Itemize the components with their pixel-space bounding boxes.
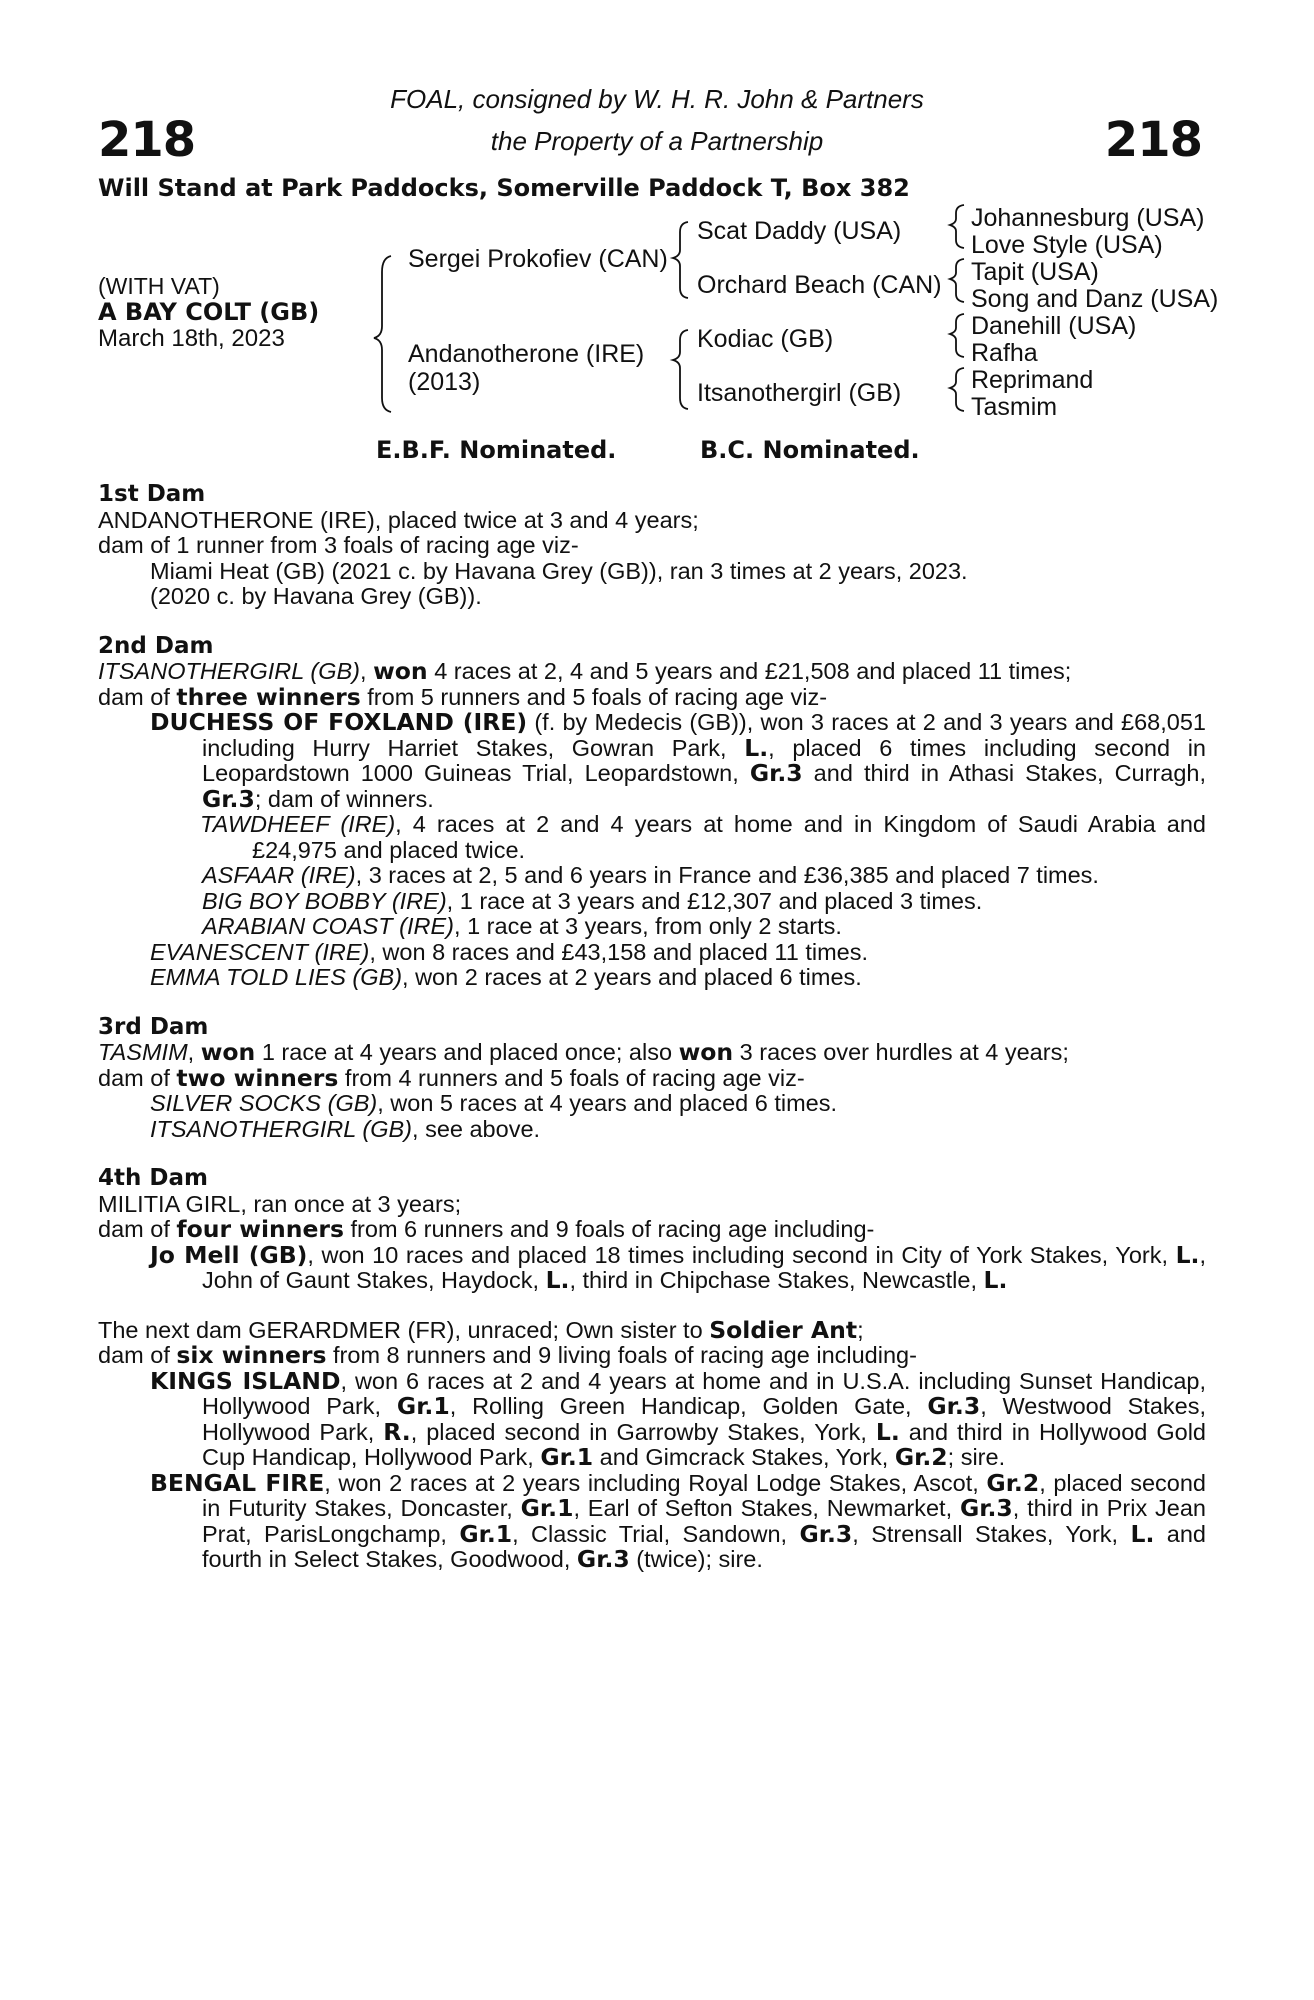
pedigree-ancestor-3: Tapit (USA) [971,258,1099,286]
text: , Strensall Stakes, York, [852,1520,1131,1547]
text: , 1 race at 3 years, from only 2 starts. [454,913,842,939]
race-grade: Gr.3 [959,1494,1013,1522]
fourth-dam-section [98,1166,1206,1294]
first-dam-heading: 1st Dam [98,481,206,507]
text: , third in Chipchase Stakes, Newcastle, [569,1267,984,1293]
race-grade: Gr.1 [396,1392,450,1420]
vat-label: (WITH VAT) [98,273,220,299]
pedigree-sire: Sergei Prokofiev (CAN) [408,245,668,273]
pedigree-dam-year: (2013) [408,368,481,396]
text: (twice); sire. [629,1546,763,1572]
race-grade: Gr.3 [202,784,255,813]
next-dam-produce-line [98,1343,1206,1369]
text: , 3 races at 2, 5 and 6 years in France and £36,385 and placed 7 times. [355,862,1099,888]
race-grade: L. [744,733,769,762]
first-dam-section [98,482,1206,610]
winners-count: three winners [176,682,361,711]
text: , [187,1039,201,1065]
text: from 8 runners and 9 living foals of racing age including- [326,1342,917,1368]
text: 1 race at 4 years and placed once; also [255,1039,679,1065]
horse-name: KINGS ISLAND [150,1366,341,1395]
horse-name: BENGAL FIRE [150,1468,325,1497]
pedigree-dam-sire: Kodiac (GB) [697,325,834,353]
dam-name: ITSANOTHERGIRL (GB) [98,658,361,684]
won-label: won [678,1038,734,1066]
text: dam of [98,1216,177,1242]
race-grade: Gr.1 [459,1519,513,1548]
produce-entry-asfaar [98,863,1206,889]
dam-name: TASMIM [98,1039,188,1065]
next-dam-line [98,1315,1206,1344]
produce-entry-silver [98,1091,1206,1117]
second-dam-produce-line [98,682,1206,711]
text: , Classic Trial, Sandown, [512,1520,800,1547]
pedigree-sire-dam: Orchard Beach (CAN) [697,271,942,299]
race-grade: Gr.3 [927,1392,981,1420]
race-grade: Gr.2 [894,1443,948,1471]
pedigree-ancestor-8: Tasmim [971,393,1058,421]
text: , placed second in Garrowby Stakes, York, [410,1418,876,1445]
won-label: won [373,657,428,685]
text: , see above. [412,1115,541,1142]
pedigree-ancestor-1: Johannesburg (USA) [971,204,1205,232]
second-dam-line [98,659,1206,685]
text: (f. by Medecis (GB)), won 3 races at 2 and 3 years and £68,051 including Hurry Harriet Stakes, Gowran Park, [202,709,1206,761]
produce-entry: (2020 c. by Havana Grey (GB)). [150,583,482,609]
consignor-line: FOAL, consigned by W. H. R. John & Partners [390,84,924,114]
horse-name: SILVER SOCKS (GB) [150,1090,378,1116]
produce-entry-kings-island [98,1366,1207,1471]
fourth-dam-produce-line [98,1217,1206,1243]
produce-entry-tawdheef [98,812,1206,863]
third-dam-line [98,1040,1206,1066]
lot-number-right: 218 [1104,112,1202,168]
property-line: the Property of a Partnership [490,126,824,156]
text: 3 races over hurdles at 4 years; [733,1039,1069,1065]
horse-name: EMMA TOLD LIES (GB) [150,964,403,990]
second-dam-heading: 2nd Dam [98,632,214,659]
lot-number-left: 218 [98,112,196,168]
text: , won 2 races at 2 years including Royal Lodge Stakes, Ascot, [324,1469,987,1496]
produce-entry-arabian [98,914,1206,940]
text: , won 10 races and placed 18 times including second in City of York Stakes, York, [307,1241,1176,1268]
pedigree-dam-dam: Itsanothergirl (GB) [697,379,902,407]
race-grade: Gr.2 [986,1468,1040,1497]
text: 4 races at 2, 4 and 5 years and £21,508 and placed 11 times; [427,658,1072,684]
next-dam-section [98,1315,1207,1573]
text: , Rolling Green Handicap, Golden Gate, [449,1393,928,1419]
text: , won 6 races at 2 and 4 years at home and in U.S.A. including Sunset Handicap, Hollywood Park, [202,1367,1206,1419]
text: dam of [98,683,177,710]
pedigree-ancestor-6: Rafha [971,339,1038,367]
fourth-dam-line: MILITIA GIRL, ran once at 3 years; [98,1190,462,1217]
pedigree-ancestor-2: Love Style (USA) [971,231,1163,259]
race-grade: Gr.1 [520,1494,574,1522]
text: , won 5 races at 4 years and placed 6 times. [377,1090,838,1116]
horse-name: ARABIAN COAST (IRE) [202,913,455,939]
text: , John of Gaunt Stakes, Haydock, [202,1241,1206,1293]
race-grade: L. [545,1266,570,1294]
text: and third in Hollywood Gold Cup Handicap, Hollywood Park, [202,1418,1206,1470]
text: , won 2 races at 2 years and placed 6 times. [402,964,862,990]
text: , won 8 races and £43,158 and placed 11 times. [369,938,868,965]
catalogue-body [98,482,1206,1597]
text: , third in Prix Jean Prat, ParisLongchamp, [202,1495,1206,1547]
winners-count: two winners [176,1063,339,1092]
text: The next dam GERARDMER (FR), unraced; Own sister to [98,1316,710,1343]
horse-description: A BAY COLT (GB) [98,298,320,326]
winners-count: six winners [176,1341,327,1369]
text: , Westwood Stakes, Hollywood Park, [202,1393,1207,1445]
text: from 4 runners and 5 foals of racing age viz- [338,1064,805,1091]
text: and fourth in Select Stakes, Goodwood, [202,1520,1206,1572]
text: , [360,658,374,684]
text: dam of [98,1064,177,1091]
text: ; [857,1316,864,1343]
pedigree-sire-sire: Scat Daddy (USA) [697,217,902,245]
text: , placed second in Futurity Stakes, Doncaster, [202,1469,1206,1521]
produce-entry-emma [98,965,1206,991]
produce-entry-bengal-fire [98,1468,1206,1573]
race-grade: L. [875,1417,900,1446]
text: , 1 race at 3 years and £12,307 and placed 3 times. [446,887,983,914]
horse-name: EVANESCENT (IRE) [150,938,370,965]
pedigree-ancestor-5: Danehill (USA) [971,312,1137,340]
race-grade: Gr.3 [576,1545,630,1573]
first-dam-produce-line: dam of 1 runner from 3 foals of racing age viz- [98,532,579,558]
horse-name: Jo Mell (GB) [150,1240,308,1269]
produce-entry-bigboy [98,889,1206,915]
second-dam-section [98,634,1206,991]
first-dam-line: ANDANOTHERONE (IRE), placed twice at 3 and 4 years; [98,506,699,533]
race-grade: L. [1130,1519,1155,1548]
stand-location: Will Stand at Park Paddocks, Somerville Paddock T, Box 382 [98,174,910,202]
text: from 5 runners and 5 foals of racing age viz- [360,683,828,710]
race-grade: Gr.1 [540,1443,594,1471]
horse-name: TAWDHEEF (IRE) [200,811,396,837]
text: dam of [98,1342,177,1368]
pedigree-ancestor-4: Song and Danz (USA) [971,285,1219,313]
third-dam-section [98,1015,1206,1143]
race-grade: Gr.3 [749,759,803,787]
foaling-date: March 18th, 2023 [98,325,285,352]
text: , 4 races at 2 and 4 years at home and in Kingdom of Saudi Arabia and £24,975 and placed twice. [252,811,1206,863]
produce-entry-jomell [98,1240,1206,1294]
winners-count: four winners [176,1215,344,1243]
horse-name: ITSANOTHERGIRL (GB) [150,1115,413,1142]
horse-name: DUCHESS OF FOXLAND (IRE) [150,708,528,736]
third-dam-heading: 3rd Dam [98,1013,209,1040]
text: , Earl of Sefton Stakes, Newmarket, [573,1495,960,1521]
produce-entry-evanescent [98,940,1206,966]
produce-entry: Miami Heat (GB) (2021 c. by Havana Grey (GB)), ran 3 times at 2 years, 2023. [150,557,968,584]
text: ; dam of winners. [254,785,434,812]
text: and third in Athasi Stakes, Curragh, [802,760,1206,786]
race-grade: L. [983,1266,1008,1294]
text: , placed 6 times including second in Leopardstown 1000 Guineas Trial, Leopardstown, [202,734,1206,786]
horse-name: BIG BOY BOBBY (IRE) [202,887,447,914]
ebf-nomination: E.B.F. Nominated. [376,436,617,464]
text: ; sire. [947,1444,1006,1470]
third-dam-produce-line [98,1063,1206,1092]
fourth-dam-heading: 4th Dam [98,1165,208,1191]
text: and Gimcrack Stakes, York, [593,1444,895,1470]
horse-name: Soldier Ant [709,1315,858,1344]
pedigree-ancestor-7: Reprimand [971,366,1094,394]
text: from 6 runners and 9 foals of racing age including- [344,1216,875,1242]
won-label: won [200,1038,256,1066]
pedigree-dam: Andanotherone (IRE) [408,340,645,368]
race-grade: Gr.3 [799,1519,853,1548]
race-grade: R. [383,1417,411,1446]
produce-entry-itsanothergirl [98,1117,1206,1143]
horse-name: ASFAAR (IRE) [202,862,356,888]
race-grade: L. [1175,1240,1200,1269]
produce-entry-duchess [98,710,1206,812]
bc-nomination: B.C. Nominated. [700,436,920,464]
